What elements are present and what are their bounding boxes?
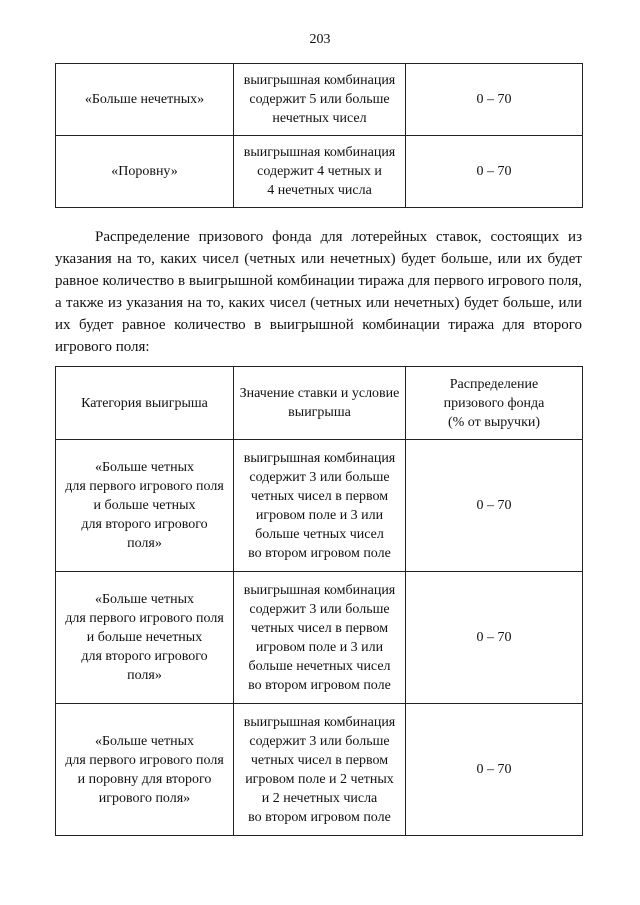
category-cell: «Поровну» [56,136,234,208]
table-row [56,572,583,704]
prize-table-two-fields [55,366,583,836]
distribution-cell: 0 – 70 [406,64,583,136]
table-row [56,440,583,572]
page-number: 203 [309,32,331,47]
condition-cell: выигрышная комбинация содержит 3 или больше четных чисел в первом игровом поле и 2 четных и 2 нечетных числа во втором игровом поле [234,704,406,836]
header-distribution: Распределение призового фонда (% от выручки) [406,367,583,440]
distribution-cell: 0 – 70 [406,136,583,208]
header-category: Категория выигрыша [56,367,234,440]
table-row [56,704,583,836]
table-row [56,136,583,208]
table-row [56,64,583,136]
distribution-cell: 0 – 70 [406,572,583,704]
condition-cell: выигрышная комбинация содержит 4 четных и 4 нечетных числа [234,136,406,208]
condition-cell: выигрышная комбинация содержит 3 или больше четных чисел в первом игровом поле и 3 или больше четных чисел во втором игровом поле [234,440,406,572]
distribution-cell: 0 – 70 [406,704,583,836]
category-cell: «Больше четных для первого игрового поля и больше нечетных для второго игрового поля» [56,572,234,704]
distribution-cell: 0 – 70 [406,440,583,572]
condition-cell: выигрышная комбинация содержит 5 или больше нечетных чисел [234,64,406,136]
category-cell: «Больше четных для первого игрового поля и поровну для второго игрового поля» [56,704,234,836]
condition-cell: выигрышная комбинация содержит 3 или больше четных чисел в первом игровом поле и 3 или больше нечетных чисел во втором игровом поле [234,572,406,704]
body-paragraph: Распределение призового фонда для лотерейных ставок, состоящих из указания на то, каких чисел (четных или нечетных) будет больше, или их будет равное количество в выигрышной комбинации тиража для первого игрового поля, а также из указания на то, каких чисел (четных или нечетных) будет больше, или их будет равное количество в выигрышной комбинации тиража для второго игрового поля: [55,229,582,355]
category-cell: «Больше нечетных» [56,64,234,136]
table-header-row [56,367,583,440]
category-cell: «Больше четных для первого игрового поля и больше четных для второго игрового поля» [56,440,234,572]
header-condition: Значение ставки и условие выигрыша [234,367,406,440]
prize-table-continued [55,63,583,208]
